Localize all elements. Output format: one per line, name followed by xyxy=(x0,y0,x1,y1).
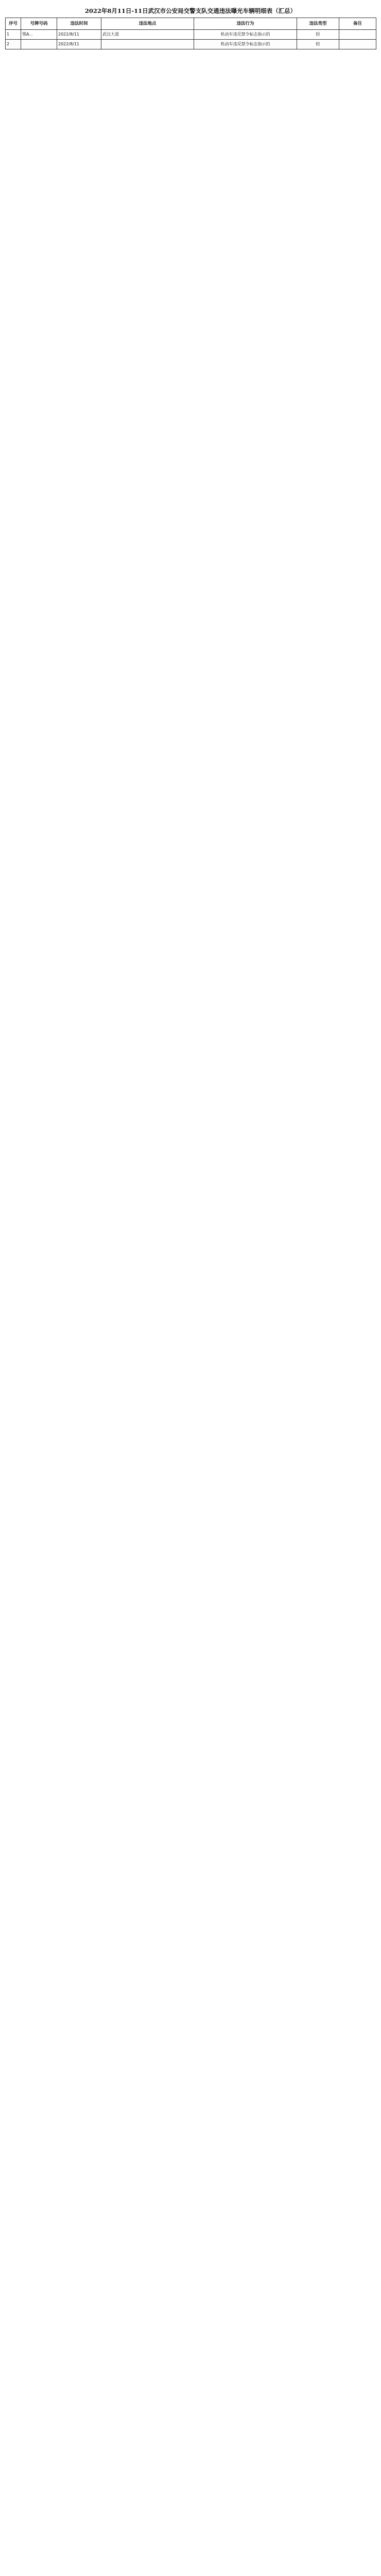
header-date: 违法时间 xyxy=(57,18,101,30)
row-plate: 鄂A... xyxy=(21,30,57,40)
document xyxy=(5,4,376,49)
row-site xyxy=(101,40,194,49)
row-remark xyxy=(339,30,376,40)
header-type: 违法类型 xyxy=(297,18,339,30)
row-plate xyxy=(21,40,57,49)
row-date: 2022/8/11 xyxy=(57,30,101,40)
header-remark: 备注 xyxy=(339,18,376,30)
table-row xyxy=(6,40,376,49)
row-index: 2 xyxy=(6,40,21,49)
document-title: 2022年8月11日-11日武汉市公安局交警支队交通违法曝光车辆明细表（汇总） xyxy=(84,7,297,14)
header-index: 序号 xyxy=(6,18,21,30)
header-plate: 号牌号码 xyxy=(21,18,57,30)
row-site: 武汉大道 xyxy=(101,30,194,40)
table-row xyxy=(6,30,376,40)
table-header-row xyxy=(6,18,376,30)
row-action: 机动车违反禁令标志指示的 xyxy=(194,40,297,49)
row-type: 轻 xyxy=(297,30,339,40)
header-site: 违法地点 xyxy=(101,18,194,30)
header-action: 违法行为 xyxy=(194,18,297,30)
row-action: 机动车违反禁令标志指示的 xyxy=(194,30,297,40)
row-index: 1 xyxy=(6,30,21,40)
row-remark xyxy=(339,40,376,49)
row-date: 2022/8/11 xyxy=(57,40,101,49)
violation-table xyxy=(5,18,376,49)
row-type: 轻 xyxy=(297,40,339,49)
